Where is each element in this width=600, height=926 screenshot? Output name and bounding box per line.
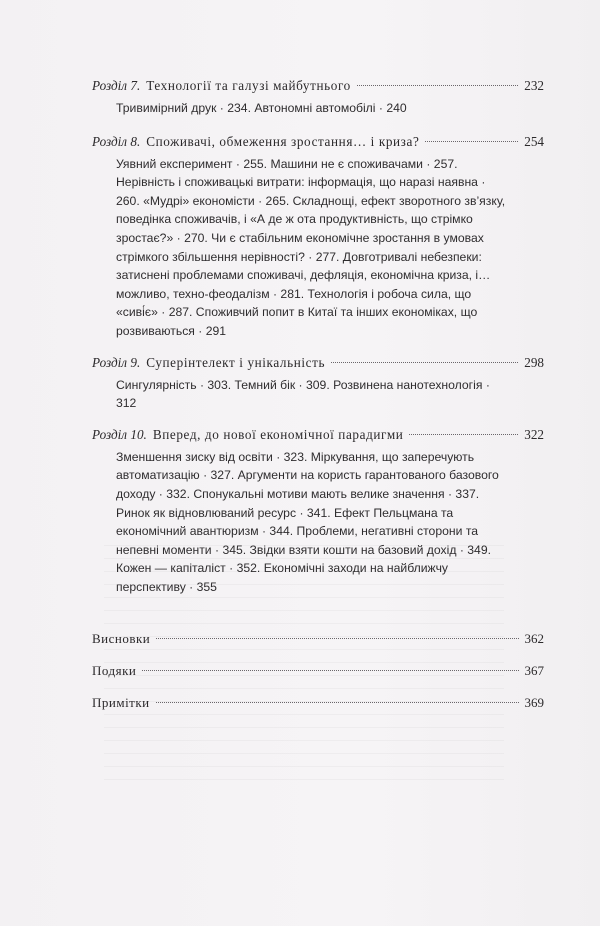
dot-leader — [425, 141, 518, 142]
toc-chapter-7 — [92, 76, 544, 118]
dot-leader — [156, 638, 518, 639]
dot-leader — [357, 85, 518, 86]
chapter-title: Споживачі, обмеження зростання… і криза? — [146, 133, 420, 149]
toc-entry-conclusions — [92, 629, 544, 648]
toc-chapter-heading — [92, 76, 544, 95]
entry-title: Подяки — [92, 663, 137, 678]
toc-chapter-9 — [92, 353, 544, 413]
chapter-title: Суперінтелект і унікальність — [146, 354, 326, 370]
chapter-page-number: 232 — [524, 78, 544, 93]
toc-entry-acknowledgements — [92, 661, 544, 680]
entry-page-number: 367 — [524, 663, 544, 678]
toc-chapter-heading — [92, 425, 544, 444]
dot-leader — [409, 434, 518, 435]
toc-entry-notes — [92, 693, 544, 712]
toc-chapter-8 — [92, 132, 544, 341]
table-of-contents — [92, 76, 544, 606]
chapter-subsections: Тривимірний друк · 234. Автономні автомобілі · 240 — [116, 101, 407, 115]
entry-title: Примітки — [92, 695, 150, 710]
dot-leader — [331, 362, 518, 363]
chapter-page-number: 254 — [524, 133, 544, 149]
dot-leader — [156, 702, 519, 703]
chapter-subsections: Зменшення зиску від освіти · 323. Міркування, що заперечують автоматизацію · 327. Аргументи на користь гарантованого базового доходу · 332. Спонукальні мотиви мають велике значення · 337. Ринок як відновлюваний ресурс · 341. Ефект Пельцмана та економічний авантюризм · 344. Проблеми, негативні сторони та непевні моменти · 345. Звідки взяти кошти на базовий дохід · 349. Кожен — капіталіст · 352. Економічні заходи на найближчу перспективу · 355 — [116, 449, 499, 594]
chapter-subsections: Сингулярність · 303. Темний бік · 309. Розвинена нанотехнологія · 312 — [116, 377, 490, 411]
chapter-number: Розділ 10. — [92, 426, 147, 442]
chapter-subsections: Уявний експеримент · 255. Машини не є споживачами · 257. Нерівність і споживацькі витрати: інформація, що наразі наявна · 260. «Мудрі» економісти · 265. Складнощі, ефект зворотного зв’язку, поведінка споживачів, і «А де ж ота продуктивність, що стрімко зростає?» · 270. Чи є стабільним економічне зростання в умовах стрімкого збільшення нерівності? · 277. Довготривалі небезпеки: затиснені проблемами споживачі, дефляція, економічна криза, і… можливо, техно-феодалізм · 281. Технологія і робоча сила, що «сиві́є» · 287. Споживчий попит в Китаї та інших економіках, що розвиваються · 291 — [116, 156, 506, 338]
chapter-title: Технології та галузі майбутнього — [146, 78, 351, 93]
dot-leader — [142, 670, 518, 671]
toc-chapter-heading — [92, 353, 544, 372]
chapter-title: Вперед, до нової економічної парадигми — [152, 426, 404, 442]
chapter-number: Розділ 9. — [92, 354, 141, 370]
chapter-number: Розділ 8. — [92, 133, 141, 149]
chapter-number: Розділ 7. — [92, 78, 141, 93]
toc-chapter-10 — [92, 425, 544, 597]
entry-page-number: 369 — [524, 695, 544, 710]
back-matter-list — [92, 629, 544, 725]
toc-chapter-heading — [92, 132, 544, 151]
chapter-page-number: 298 — [524, 354, 544, 370]
chapter-page-number: 322 — [524, 426, 544, 442]
entry-page-number: 362 — [524, 631, 544, 646]
entry-title: Висновки — [92, 631, 151, 646]
